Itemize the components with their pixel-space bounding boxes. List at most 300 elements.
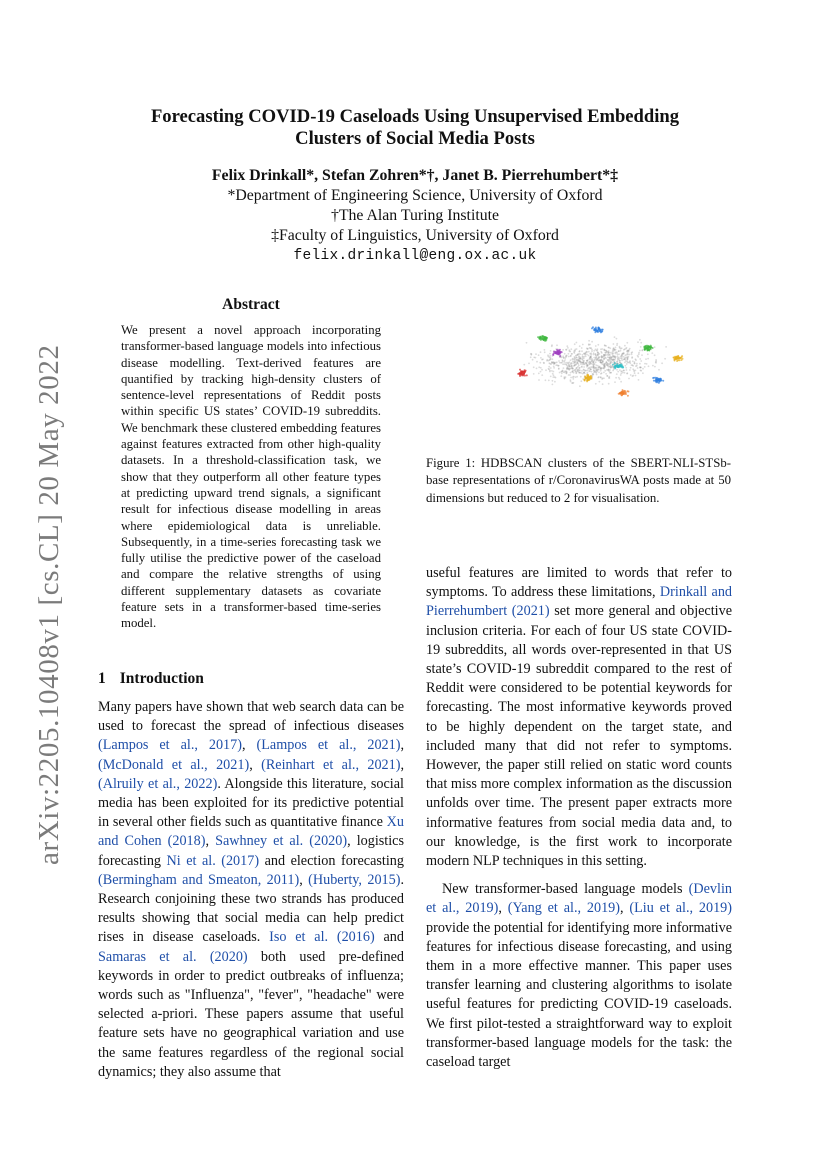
embedding-point bbox=[586, 351, 588, 353]
embedding-point bbox=[573, 376, 575, 378]
embedding-point bbox=[568, 374, 570, 376]
embedding-point bbox=[590, 368, 592, 370]
embedding-point bbox=[563, 376, 565, 378]
embedding-point bbox=[629, 354, 631, 356]
section-number: 1 bbox=[98, 670, 106, 687]
embedding-point bbox=[627, 350, 629, 352]
embedding-point bbox=[578, 356, 580, 358]
cluster-point bbox=[621, 394, 623, 396]
citation-link[interactable]: Drinkall and Pierrehumbert (2021) bbox=[426, 584, 733, 620]
embedding-point bbox=[564, 360, 566, 362]
embedding-point bbox=[570, 377, 572, 379]
embedding-point bbox=[619, 369, 621, 371]
cluster-point bbox=[526, 374, 528, 376]
cluster-point bbox=[612, 364, 614, 366]
embedding-point bbox=[548, 368, 550, 370]
title-line-1: Forecasting COVID-19 Caseloads Using Unsupervised Embedding bbox=[150, 106, 680, 127]
embedding-point bbox=[547, 356, 549, 358]
citation-link[interactable]: (Bermingham and Smeaton, 2011) bbox=[98, 871, 300, 888]
intro-right-column bbox=[426, 564, 732, 1072]
embedding-point bbox=[638, 353, 640, 355]
citation-link[interactable]: (Yang et al., 2019) bbox=[507, 900, 620, 917]
embedding-point bbox=[540, 371, 542, 373]
embedding-point bbox=[563, 357, 565, 359]
cluster-point bbox=[559, 352, 561, 354]
embedding-point bbox=[549, 370, 551, 372]
author-email: felix.drinkall@eng.ox.ac.uk bbox=[293, 248, 537, 264]
embedding-point bbox=[546, 359, 548, 361]
embedding-point bbox=[630, 374, 632, 376]
embedding-point bbox=[585, 363, 587, 365]
cluster-point bbox=[602, 329, 604, 331]
embedding-point bbox=[564, 370, 566, 372]
embedding-point bbox=[574, 343, 576, 345]
embedding-point bbox=[582, 356, 584, 358]
embedding-point bbox=[578, 372, 580, 374]
embedding-point bbox=[580, 363, 582, 365]
cluster-point bbox=[557, 350, 559, 352]
citation-link[interactable]: Ni et al. (2017) bbox=[166, 852, 260, 869]
embedding-point bbox=[641, 354, 643, 356]
embedding-point bbox=[589, 361, 591, 363]
citation-link[interactable]: (Reinhart et al., 2021) bbox=[261, 756, 401, 773]
cluster-point bbox=[542, 338, 544, 340]
embedding-point bbox=[609, 357, 611, 359]
embedding-point bbox=[590, 358, 592, 360]
embedding-point bbox=[639, 339, 641, 341]
embedding-point bbox=[620, 356, 622, 358]
embedding-point bbox=[631, 352, 633, 354]
embedding-point bbox=[611, 356, 613, 358]
citation-link[interactable]: (Devlin et al., 2019) bbox=[426, 881, 732, 917]
cluster-point bbox=[650, 346, 652, 348]
embedding-point bbox=[637, 355, 639, 357]
embedding-point bbox=[576, 359, 578, 361]
embedding-point bbox=[623, 356, 625, 358]
embedding-point bbox=[610, 362, 612, 364]
embedding-point bbox=[588, 355, 590, 357]
cluster-point bbox=[621, 364, 623, 366]
cluster-point bbox=[614, 362, 616, 364]
embedding-point bbox=[551, 344, 553, 346]
embedding-point bbox=[551, 361, 553, 363]
embedding-point bbox=[570, 359, 572, 361]
arxiv-id: arXiv:2205.10408v1 [cs.CL] 20 May 2022 bbox=[33, 344, 65, 865]
embedding-point bbox=[538, 366, 540, 368]
embedding-point bbox=[619, 362, 621, 364]
cluster-point bbox=[662, 380, 664, 382]
embedding-point bbox=[572, 378, 574, 380]
embedding-point bbox=[616, 373, 618, 375]
embedding-point bbox=[585, 353, 587, 355]
cluster-point bbox=[679, 359, 681, 361]
embedding-point bbox=[595, 383, 597, 385]
embedding-point bbox=[635, 375, 637, 377]
embedding-point bbox=[608, 366, 610, 368]
embedding-point bbox=[571, 371, 573, 373]
embedding-point bbox=[623, 369, 625, 371]
cluster-point bbox=[524, 375, 526, 377]
embedding-point bbox=[596, 374, 598, 376]
embedding-point bbox=[597, 377, 599, 379]
embedding-point bbox=[629, 348, 631, 350]
embedding-point bbox=[654, 366, 656, 368]
embedding-point bbox=[637, 341, 639, 343]
embedding-point bbox=[583, 366, 585, 368]
embedding-point bbox=[617, 357, 619, 359]
embedding-point bbox=[540, 351, 542, 353]
figure-1-caption: Figure 1: HDBSCAN clusters of the SBERT-NLI-STSb-base representations of r/CoronavirusWA posts made at 50 dimensions but reduced to 2 for visualisation. bbox=[426, 456, 731, 505]
embedding-point bbox=[611, 366, 613, 368]
arxiv-stamp bbox=[28, 344, 70, 865]
cluster-point bbox=[541, 335, 543, 337]
cluster-point bbox=[558, 353, 560, 355]
embedding-point bbox=[635, 358, 637, 360]
cluster-point bbox=[616, 363, 618, 365]
citation-link[interactable]: Sawhney et al. (2020) bbox=[215, 833, 348, 850]
embedding-point bbox=[574, 352, 576, 354]
embedding-point bbox=[577, 366, 579, 368]
embedding-point bbox=[588, 351, 590, 353]
embedding-point bbox=[631, 364, 633, 366]
embedding-point bbox=[550, 363, 552, 365]
cluster-point bbox=[614, 366, 616, 368]
cluster-point bbox=[590, 375, 592, 377]
embedding-point bbox=[553, 366, 555, 368]
embedding-point bbox=[661, 362, 663, 364]
embedding-point bbox=[581, 347, 583, 349]
embedding-point bbox=[577, 363, 579, 365]
embedding-point bbox=[552, 384, 554, 386]
embedding-point bbox=[621, 359, 623, 361]
embedding-point bbox=[552, 373, 554, 375]
embedding-point bbox=[639, 350, 641, 352]
embedding-point bbox=[597, 357, 599, 359]
embedding-point bbox=[580, 380, 582, 382]
embedding-point bbox=[580, 376, 582, 378]
embedding-point bbox=[550, 350, 552, 352]
title-line-2: Clusters of Social Media Posts bbox=[295, 128, 535, 149]
embedding-point bbox=[556, 361, 558, 363]
cluster-point bbox=[647, 345, 649, 347]
embedding-point bbox=[541, 359, 543, 361]
intro-left-column bbox=[98, 698, 404, 1082]
embedding-point bbox=[628, 378, 630, 380]
embedding-point bbox=[571, 368, 573, 370]
embedding-point bbox=[568, 353, 570, 355]
embedding-point bbox=[640, 342, 642, 344]
embedding-point bbox=[583, 362, 585, 364]
citation-link[interactable]: Xu and Cohen (2018) bbox=[98, 814, 404, 850]
embedding-point bbox=[573, 382, 575, 384]
embedding-point bbox=[582, 354, 584, 356]
embedding-point bbox=[594, 370, 596, 372]
embedding-point bbox=[581, 366, 583, 368]
embedding-point bbox=[654, 354, 656, 356]
cluster-point bbox=[587, 379, 589, 381]
cluster-scatter-svg bbox=[498, 318, 696, 410]
embedding-point bbox=[526, 342, 528, 344]
embedding-point bbox=[642, 372, 644, 374]
embedding-point bbox=[545, 379, 547, 381]
author-names: Felix Drinkall*, Stefan Zohren*†, Janet B. Pierrehumbert*‡ bbox=[211, 167, 619, 184]
cluster-point bbox=[538, 337, 540, 339]
embedding-point bbox=[615, 349, 617, 351]
embedding-point bbox=[612, 351, 614, 353]
embedding-point bbox=[621, 358, 623, 360]
affiliation-3: ‡Faculty of Linguistics, University of Oxford bbox=[271, 227, 559, 244]
citation-link[interactable]: (Liu et al., 2019) bbox=[629, 900, 732, 917]
abstract-heading: Abstract bbox=[222, 296, 280, 313]
embedding-point bbox=[608, 369, 610, 371]
embedding-point bbox=[615, 347, 617, 349]
embedding-point bbox=[632, 360, 634, 362]
embedding-point bbox=[566, 345, 568, 347]
embedding-point bbox=[558, 368, 560, 370]
embedding-point bbox=[607, 364, 609, 366]
embedding-point bbox=[616, 352, 618, 354]
embedding-point bbox=[633, 370, 635, 372]
cluster-point bbox=[681, 355, 683, 357]
embedding-point bbox=[599, 381, 601, 383]
embedding-point bbox=[597, 344, 599, 346]
embedding-point bbox=[626, 342, 628, 344]
paper-title bbox=[100, 106, 730, 150]
embedding-point bbox=[640, 346, 642, 348]
embedding-point bbox=[594, 354, 596, 356]
embedding-point bbox=[538, 354, 540, 356]
cluster-point bbox=[657, 379, 659, 381]
cluster-point bbox=[659, 379, 661, 381]
embedding-point bbox=[540, 357, 542, 359]
embedding-point bbox=[608, 347, 610, 349]
embedding-point bbox=[550, 376, 552, 378]
cluster-point bbox=[593, 328, 595, 330]
embedding-point bbox=[626, 369, 628, 371]
embedding-point bbox=[617, 359, 619, 361]
abstract-text: We present a novel approach incorporating transformer-based language models into infectious disease modelling. Text-derived features are quantified by tracking high-density clusters of sentence-level representations of Reddit posts within specific US states’ COVID-19 subreddits. We benchmark these clustered embedding features against features extracted from other high-quality datasets. In a threshold-classification task, we show that they outperform all other feature types at predicting upward trend signals, a significant result for infectious disease modelling in areas where epidemiological data is unreliable. Subsequently, in a time-series forecasting task we fully utilise the predictive power of the caseload and compare the relative strengths of using different supplementary datasets as covariate feature sets in a transformer-based time-series model. bbox=[121, 323, 381, 631]
cluster-point bbox=[545, 340, 547, 342]
embedding-point bbox=[618, 377, 620, 379]
embedding-point bbox=[616, 369, 618, 371]
arxiv-stamp-svg bbox=[28, 344, 70, 865]
embedding-point bbox=[536, 361, 538, 363]
cluster-point bbox=[559, 355, 561, 357]
affiliation-2: †The Alan Turing Institute bbox=[330, 207, 500, 224]
embedding-point bbox=[532, 359, 534, 361]
cluster-point bbox=[545, 336, 547, 338]
embedding-point bbox=[638, 379, 640, 381]
embedding-point bbox=[588, 340, 590, 342]
embedding-point bbox=[606, 369, 608, 371]
embedding-point bbox=[579, 350, 581, 352]
embedding-point bbox=[664, 358, 666, 360]
embedding-point bbox=[602, 367, 604, 369]
citation-link[interactable]: Samaras et al. (2020) bbox=[98, 948, 248, 965]
cluster-point bbox=[673, 357, 675, 359]
embedding-point bbox=[638, 352, 640, 354]
embedding-point bbox=[624, 348, 626, 350]
embedding-point bbox=[613, 359, 615, 361]
cluster-point bbox=[645, 346, 647, 348]
embedding-point bbox=[570, 348, 572, 350]
embedding-point bbox=[597, 367, 599, 369]
embedding-point bbox=[576, 376, 578, 378]
embedding-point bbox=[592, 374, 594, 376]
citation-link[interactable]: (Lampos et al., 2021) bbox=[256, 737, 401, 754]
cluster-point bbox=[590, 377, 592, 379]
embedding-point bbox=[611, 358, 613, 360]
embedding-point bbox=[646, 363, 648, 365]
cluster-point bbox=[601, 330, 603, 332]
embedding-point bbox=[579, 345, 581, 347]
embedding-point bbox=[586, 348, 588, 350]
embedding-point bbox=[624, 345, 626, 347]
embedding-point bbox=[636, 365, 638, 367]
embedding-point bbox=[565, 355, 567, 357]
embedding-point bbox=[544, 351, 546, 353]
embedding-point bbox=[644, 363, 646, 365]
cluster-point bbox=[648, 346, 650, 348]
embedding-point bbox=[549, 353, 551, 355]
embedding-point bbox=[625, 360, 627, 362]
embedding-point bbox=[615, 352, 617, 354]
embedding-point bbox=[554, 376, 556, 378]
embedding-point bbox=[533, 373, 535, 375]
embedding-point bbox=[605, 357, 607, 359]
cluster-point bbox=[592, 326, 594, 328]
embedding-point bbox=[605, 373, 607, 375]
embedding-point bbox=[624, 358, 626, 360]
embedding-point bbox=[570, 372, 572, 374]
cluster-point bbox=[627, 395, 629, 397]
embedding-point bbox=[615, 356, 617, 358]
embedding-point bbox=[569, 361, 571, 363]
embedding-point bbox=[572, 358, 574, 360]
citation-link[interactable]: (McDonald et al., 2021) bbox=[98, 756, 250, 773]
embedding-point bbox=[639, 363, 641, 365]
embedding-point bbox=[560, 375, 562, 377]
embedding-point bbox=[655, 361, 657, 363]
cluster-point bbox=[587, 377, 589, 379]
embedding-point bbox=[591, 341, 593, 343]
embedding-point bbox=[528, 363, 530, 365]
citation-link[interactable]: (Huberty, 2015) bbox=[308, 871, 401, 888]
embedding-point bbox=[610, 360, 612, 362]
cluster-point bbox=[652, 377, 654, 379]
embedding-point bbox=[603, 354, 605, 356]
author-block bbox=[100, 166, 730, 266]
embedding-point bbox=[575, 376, 577, 378]
embedding-point bbox=[587, 359, 589, 361]
embedding-point bbox=[648, 365, 650, 367]
embedding-point bbox=[566, 367, 568, 369]
embedding-point bbox=[571, 364, 573, 366]
embedding-point bbox=[593, 361, 595, 363]
embedding-point bbox=[587, 362, 589, 364]
embedding-point bbox=[573, 370, 575, 372]
embedding-point bbox=[655, 359, 657, 361]
embedding-point bbox=[570, 362, 572, 364]
embedding-point bbox=[629, 360, 631, 362]
embedding-point bbox=[590, 352, 592, 354]
embedding-point bbox=[629, 369, 631, 371]
embedding-point bbox=[559, 362, 561, 364]
embedding-point bbox=[601, 348, 603, 350]
embedding-point bbox=[552, 380, 554, 382]
cluster-point bbox=[552, 353, 554, 355]
embedding-point bbox=[538, 379, 540, 381]
embedding-point bbox=[591, 350, 593, 352]
embedding-point bbox=[626, 357, 628, 359]
embedding-point bbox=[553, 371, 555, 373]
cluster-point bbox=[599, 328, 601, 330]
embedding-point bbox=[593, 365, 595, 367]
cluster-point bbox=[519, 372, 521, 374]
embedding-point bbox=[606, 375, 608, 377]
embedding-point bbox=[590, 356, 592, 358]
embedding-point bbox=[626, 363, 628, 365]
embedding-point bbox=[607, 351, 609, 353]
embedding-point bbox=[604, 366, 606, 368]
embedding-point bbox=[617, 371, 619, 373]
embedding-point bbox=[536, 368, 538, 370]
embedding-point bbox=[574, 356, 576, 358]
embedding-point bbox=[634, 363, 636, 365]
embedding-point bbox=[576, 367, 578, 369]
cluster-point bbox=[585, 377, 587, 379]
embedding-point bbox=[622, 372, 624, 374]
citation-link[interactable]: (Lampos et al., 2017) bbox=[98, 737, 242, 754]
citation-link[interactable]: Iso et al. (2016) bbox=[269, 929, 375, 946]
embedding-point bbox=[619, 347, 621, 349]
embedding-point bbox=[550, 367, 552, 369]
embedding-point bbox=[605, 349, 607, 351]
embedding-point bbox=[577, 360, 579, 362]
embedding-point bbox=[639, 358, 641, 360]
cluster-point bbox=[621, 393, 623, 395]
cluster-point bbox=[628, 391, 630, 393]
embedding-point bbox=[558, 360, 560, 362]
embedding-point bbox=[637, 372, 639, 374]
embedding-point bbox=[598, 372, 600, 374]
embedding-point bbox=[562, 363, 564, 365]
embedding-point bbox=[579, 353, 581, 355]
embedding-point bbox=[553, 374, 555, 376]
embedding-point bbox=[600, 362, 602, 364]
figure-1-cluster-plot bbox=[498, 318, 696, 410]
section-title: Introduction bbox=[119, 670, 204, 687]
embedding-point bbox=[644, 366, 646, 368]
embedding-point bbox=[549, 359, 551, 361]
embedding-point bbox=[620, 350, 622, 352]
embedding-point bbox=[625, 367, 627, 369]
cluster-point bbox=[587, 375, 589, 377]
embedding-point bbox=[539, 362, 541, 364]
citation-link[interactable]: (Alruily et al., 2022) bbox=[98, 775, 218, 792]
cluster-point bbox=[595, 330, 597, 332]
cluster-point bbox=[679, 357, 681, 359]
embedding-point bbox=[565, 364, 567, 366]
embedding-point bbox=[567, 362, 569, 364]
embedding-point bbox=[561, 373, 563, 375]
embedding-point bbox=[544, 349, 546, 351]
embedding-point bbox=[581, 350, 583, 352]
embedding-point bbox=[595, 367, 597, 369]
embedding-point bbox=[565, 372, 567, 374]
embedding-point bbox=[600, 368, 602, 370]
embedding-point bbox=[603, 377, 605, 379]
